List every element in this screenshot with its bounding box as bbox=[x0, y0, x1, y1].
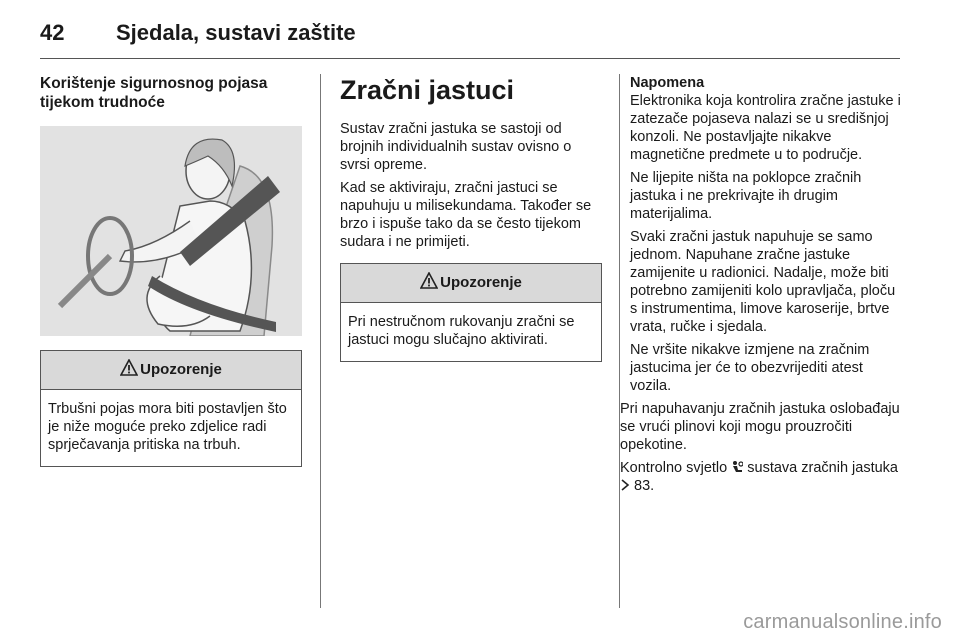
page-number: 42 bbox=[40, 20, 65, 45]
running-title: Sjedala, sustavi zaštite bbox=[116, 20, 356, 45]
section-title: Zračni jastuci bbox=[340, 75, 515, 105]
warning-triangle-icon bbox=[420, 272, 438, 289]
column-2 bbox=[340, 74, 602, 362]
control-lamp-paragraph bbox=[620, 459, 902, 495]
page-reference-arrow-icon[interactable] bbox=[620, 479, 630, 491]
warning-header bbox=[41, 351, 301, 390]
column-1 bbox=[40, 74, 302, 467]
paragraph: Kad se aktiviraju, zračni jastuci se napuhuju u milisekundama. Također se brzo i ispuše tako da se često tijekom sudara i ne primijeti. bbox=[340, 180, 592, 250]
warning-box bbox=[40, 350, 302, 467]
airbag-warning-icon bbox=[731, 460, 743, 474]
warning-title: Upozorenje bbox=[140, 361, 222, 378]
note-block bbox=[620, 74, 902, 395]
subheading: Korištenje sigurnosnog pojasa tijekom trudnoće bbox=[40, 75, 268, 111]
warning-header bbox=[341, 264, 601, 303]
column-3 bbox=[620, 74, 902, 500]
paragraph: Pri napuhavanju zračnih jastuka oslobađaju se vrući plinovi koji mogu prouzročiti opekotine. bbox=[620, 401, 900, 453]
warning-triangle-icon bbox=[120, 359, 138, 376]
watermark: carmanualsonline.info bbox=[743, 611, 942, 633]
pregnant-seatbelt-illustration bbox=[40, 126, 302, 336]
page-reference[interactable]: 83. bbox=[634, 478, 655, 494]
control-lamp-text: sustava zračnih jastuka bbox=[743, 460, 898, 476]
page-header bbox=[40, 18, 920, 60]
warning-text: Pri nestručnom rukovanju zračni se jastuci mogu slučajno aktivirati. bbox=[348, 314, 575, 348]
warning-title: Upozorenje bbox=[440, 274, 522, 291]
note-paragraph: Svaki zračni jastuk napuhuje se samo jednom. Napuhane zračne jastuke zamijenite u radionici. Nadalje, može biti potrebno zamijeniti kolo upravljača, ploču s instrumentima, limove karoserije, brtve vrata, ručke i sjedala. bbox=[630, 229, 896, 335]
paragraph: Sustav zračni jastuka se sastoji od brojnih individualnih sustav ovisno o svrsi opreme. bbox=[340, 121, 572, 173]
note-paragraph: Elektronika koja kontrolira zračne jastuke i zatezače pojaseva nalazi se u središnjoj konzoli. Ne postavljajte nikakve magnetične predmete u to područje. bbox=[630, 93, 901, 163]
note-paragraph: Ne lijepite ništa na poklopce zračnih jastuka i ne prekrivajte ih drugim materijalima. bbox=[630, 170, 862, 222]
note-paragraph: Ne vršite nikakve izmjene na zračnim jastucima jer će to obezvrijediti atest vozila. bbox=[630, 342, 870, 394]
header-divider bbox=[40, 58, 900, 59]
column-divider-1 bbox=[320, 74, 321, 608]
control-lamp-text: Kontrolno svjetlo bbox=[620, 460, 732, 476]
warning-box bbox=[340, 263, 602, 362]
warning-text: Trbušni pojas mora biti postavljen što je niže moguće preko zdjelice radi sprječavanja pritiska na trbuh. bbox=[48, 401, 287, 453]
note-title: Napomena bbox=[630, 75, 705, 91]
